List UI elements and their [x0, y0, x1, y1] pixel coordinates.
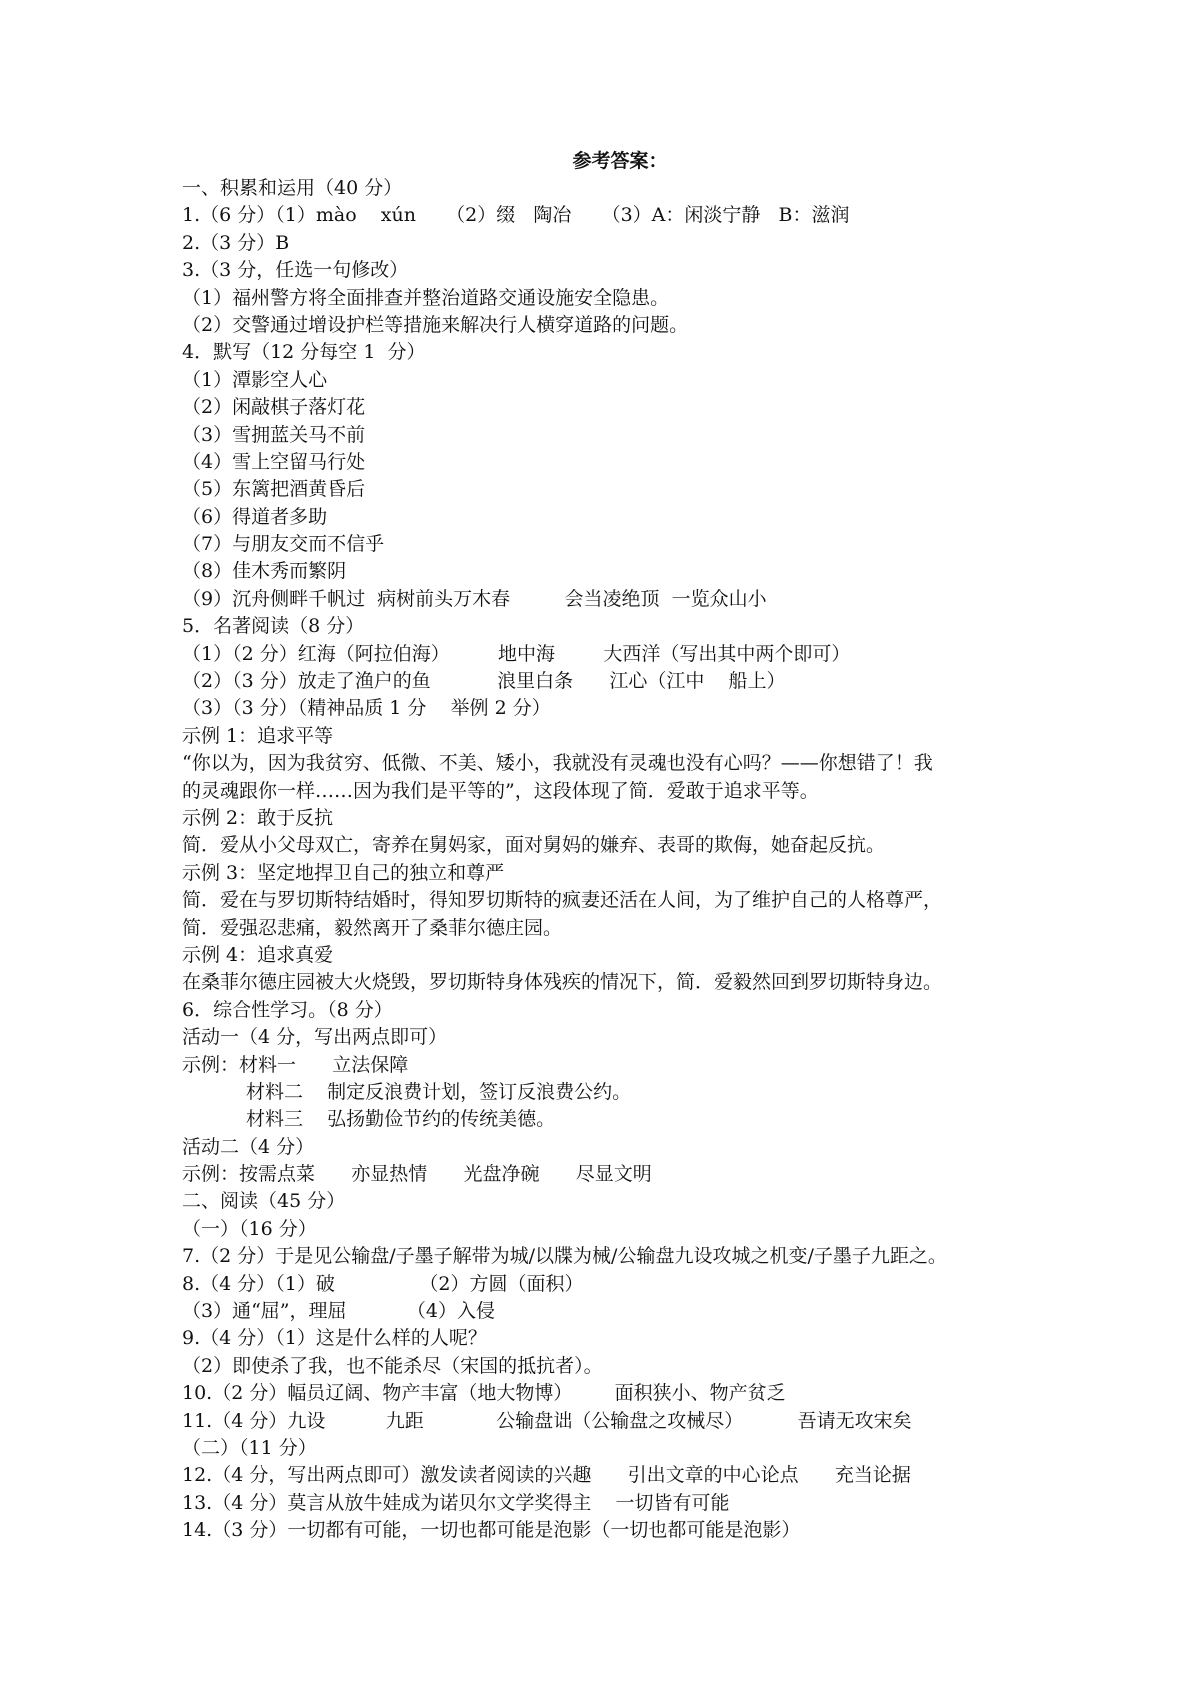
answer-line: 示例 1：追求平等 [182, 724, 334, 747]
answer-line: 1.（6 分）（1）mào xún （2）缀 陶冶 （3）A：闲淡宁静 B：滋润 [182, 204, 850, 227]
answer-line: 2.（3 分）B [182, 231, 290, 254]
answer-line: （8）佳木秀而繁阴 [182, 560, 347, 583]
answer-line: 简．爱在与罗切斯特结婚时，得知罗切斯特的疯妻还活在人间，为了维护自己的人格尊严， [182, 889, 943, 912]
answer-line: 7.（2 分）于是见公输盘/子墨子解带为城/以牒为械/公输盘九设攻城之机变/子墨子九距之。 [182, 1245, 947, 1268]
answer-line: 示例 4：追求真爱 [182, 943, 334, 966]
answer-line: （3）雪拥蓝关马不前 [182, 423, 366, 446]
answer-line: （5）东篱把酒黄昏后 [182, 478, 366, 501]
answer-line: （1）潭影空人心 [182, 368, 328, 391]
answer-line: 11.（4 分）九设 九距 公输盘诎（公输盘之攻械尽） 吾请无攻宋矣 [182, 1409, 912, 1432]
answer-line: （4）雪上空留马行处 [182, 450, 366, 473]
answer-line: 12.（4 分，写出两点即可）激发读者阅读的兴趣 引出文章的中心论点 充当论据 [182, 1464, 911, 1487]
answer-line: 13.（4 分）莫言从放牛娃成为诺贝尔文学奖得主 一切皆有可能 [182, 1491, 730, 1514]
answer-line: 5．名著阅读（8 分） [182, 615, 365, 638]
answer-line: 6．综合性学习。（8 分） [182, 998, 393, 1021]
answer-line: （3）通“屈”，理屈 （4）入侵 [182, 1300, 495, 1323]
answer-line: 14.（3 分）一切都有可能，一切也都可能是泡影（一切也都可能是泡影） [182, 1519, 801, 1542]
answer-line: 简．爱从小父母双亡，寄养在舅妈家，面对舅妈的嫌弃、表哥的欺侮，她奋起反抗。 [182, 834, 886, 857]
answer-line: 10.（2 分）幅员辽阔、物产丰富（地大物博） 面积狭小、物产贫乏 [182, 1382, 786, 1405]
answer-line: 活动二（4 分） [182, 1135, 315, 1158]
answer-line: 3.（3 分，任选一句修改） [182, 259, 409, 282]
answer-line: （2）交警通过增设护栏等措施来解决行人横穿道路的问题。 [182, 313, 689, 336]
answer-line: （2）即使杀了我，也不能杀尽（宋国的抵抗者）。 [182, 1354, 603, 1377]
answer-line: 9.（4 分）（1）这是什么样的人呢？ [182, 1327, 487, 1350]
answer-line: 材料三 弘扬勤俭节约的传统美德。 [246, 1108, 556, 1131]
answer-content [182, 175, 1062, 1545]
section-heading: 二、阅读（45 分） [182, 1190, 346, 1213]
answer-line: （6）得道者多助 [182, 505, 328, 528]
answer-line: （1）（2 分）红海（阿拉伯海） 地中海 大西洋（写出其中两个即可） [182, 642, 851, 665]
answer-line: 示例：材料一 立法保障 [182, 1053, 409, 1076]
section-heading: 一、积累和运用（40 分） [182, 177, 403, 199]
answer-line: 示例 2：敢于反抗 [182, 806, 334, 829]
answer-line: “你以为，因为我贫穷、低微、不美、矮小，我就没有灵魂也没有心吗？——你想错了！我 [182, 752, 933, 775]
answer-line: 示例 3：坚定地捍卫自己的独立和尊严 [182, 861, 505, 884]
answer-line: 8.（4 分）（1）破 （2）方圆（面积） [182, 1272, 584, 1295]
answer-line: 简．爱强忍悲痛，毅然离开了桑菲尔德庄园。 [182, 916, 563, 939]
answer-line: （一）（16 分） [182, 1217, 317, 1240]
answer-line: （3）（3 分）（精神品质 1 分 举例 2 分） [182, 697, 551, 720]
answer-line: 4．默写（12 分每空 1 分） [182, 341, 426, 364]
answer-line: （9）沉舟侧畔千帆过 病树前头万木春 会当凌绝顶 一览众山小 [182, 587, 767, 610]
page-title: 参考答案： [572, 150, 668, 172]
answer-line: 在桑菲尔德庄园被大火烧毁，罗切斯特身体残疾的情况下，简．爱毅然回到罗切斯特身边。 [182, 971, 943, 994]
answer-line: 示例：按需点菜 亦显热情 光盘净碗 尽显文明 [182, 1163, 652, 1186]
answer-line: （2）（3 分）放走了渔户的鱼 浪里白条 江心（江中 船上） [182, 670, 786, 693]
answer-line: 的灵魂跟你一样……因为我们是平等的”，这段体现了简．爱敢于追求平等。 [182, 779, 819, 802]
answer-line: （1）福州警方将全面排查并整治道路交通设施安全隐患。 [182, 286, 670, 309]
answer-line: 活动一（4 分，写出两点即可） [182, 1026, 448, 1049]
answer-line: 材料二 制定反浪费计划，签订反浪费公约。 [246, 1080, 632, 1103]
answer-line: （二）（11 分） [182, 1436, 317, 1459]
answer-line: （2）闲敲棋子落灯花 [182, 396, 366, 419]
answer-line: （7）与朋友交而不信乎 [182, 533, 385, 556]
